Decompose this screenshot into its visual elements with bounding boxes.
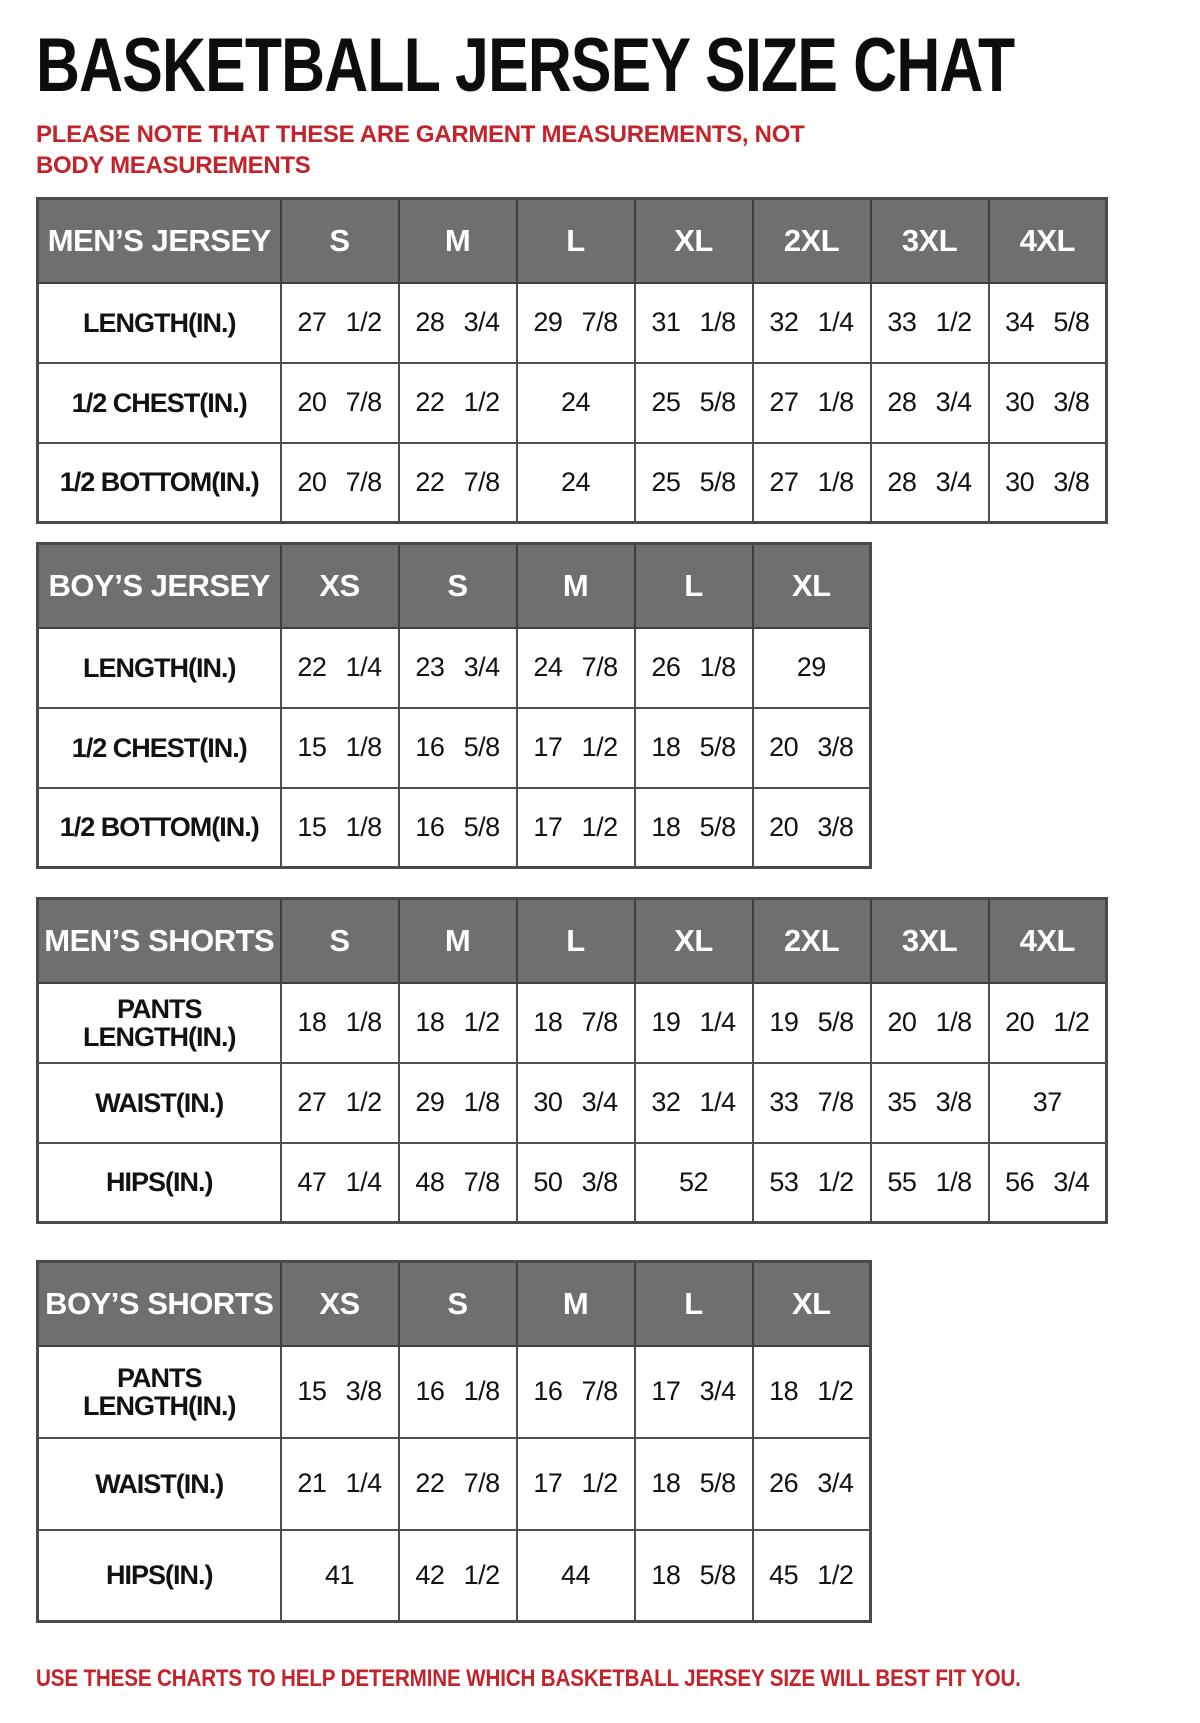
size-column-header: XL (753, 544, 871, 628)
size-column-header: XL (635, 899, 753, 983)
size-table-mens-jersey (36, 197, 1108, 524)
measurement-cell: 28 3/4 (871, 443, 989, 523)
measurement-cell: 20 7/8 (281, 443, 399, 523)
table-title-cell: BOY’S JERSEY (38, 544, 281, 628)
table-title-cell: MEN’S JERSEY (38, 199, 281, 283)
measurement-cell: 29 1/8 (399, 1063, 517, 1143)
measurement-cell: 22 1/4 (281, 628, 399, 708)
measurement-cell: 34 5/8 (989, 283, 1107, 363)
measurement-cell: 23 3/4 (399, 628, 517, 708)
measurement-cell: 28 3/4 (399, 283, 517, 363)
measurement-cell: 24 7/8 (517, 628, 635, 708)
table-row (38, 1530, 871, 1622)
measurement-cell: 16 5/8 (399, 708, 517, 788)
measurement-cell: 18 1/2 (399, 983, 517, 1063)
measurement-cell: 18 5/8 (635, 788, 753, 868)
measurement-cell: 25 5/8 (635, 363, 753, 443)
measurement-cell: 20 1/8 (871, 983, 989, 1063)
measurement-cell: 15 1/8 (281, 708, 399, 788)
header-row (38, 544, 871, 628)
measurement-cell: 24 (517, 443, 635, 523)
measurement-cell: 18 5/8 (635, 1438, 753, 1530)
table-row (38, 1438, 871, 1530)
size-table-boys-jersey (36, 542, 872, 869)
measurement-cell: 29 (753, 628, 871, 708)
measurement-cell: 47 1/4 (281, 1143, 399, 1223)
size-column-header: M (399, 899, 517, 983)
row-label: 1/2 CHEST(IN.) (38, 363, 281, 443)
size-column-header: 2XL (753, 899, 871, 983)
measurement-cell: 33 7/8 (753, 1063, 871, 1143)
measurement-cell: 27 1/8 (753, 363, 871, 443)
measurement-cell: 18 1/8 (281, 983, 399, 1063)
size-column-header: 2XL (753, 199, 871, 283)
measurement-cell: 15 3/8 (281, 1346, 399, 1438)
measurement-cell: 26 1/8 (635, 628, 753, 708)
measurement-cell: 29 7/8 (517, 283, 635, 363)
table-row (38, 628, 871, 708)
measurement-cell: 20 3/8 (753, 788, 871, 868)
measurement-cell: 18 5/8 (635, 708, 753, 788)
measurement-cell: 26 3/4 (753, 1438, 871, 1530)
measurement-cell: 17 1/2 (517, 708, 635, 788)
measurement-cell: 50 3/8 (517, 1143, 635, 1223)
table-row (38, 788, 871, 868)
measurement-cell: 33 1/2 (871, 283, 989, 363)
header-row (38, 1262, 871, 1346)
size-column-header: XL (753, 1262, 871, 1346)
measurement-cell: 30 3/4 (517, 1063, 635, 1143)
page-title: BASKETBALL JERSEY SIZE CHAT (36, 23, 1015, 108)
table-row (38, 983, 1107, 1063)
row-label: PANTS LENGTH(IN.) (38, 1346, 281, 1438)
size-tables-container (36, 197, 1200, 1623)
size-column-header: XL (635, 199, 753, 283)
table-row (38, 708, 871, 788)
header-row (38, 899, 1107, 983)
header-row (38, 199, 1107, 283)
table-title-cell: BOY’S SHORTS (38, 1262, 281, 1346)
measurement-cell: 56 3/4 (989, 1143, 1107, 1223)
table-row (38, 443, 1107, 523)
measurement-cell: 22 7/8 (399, 443, 517, 523)
table-spacer (36, 869, 1200, 897)
measurement-cell: 41 (281, 1530, 399, 1622)
measurement-cell: 53 1/2 (753, 1143, 871, 1223)
size-column-header: S (399, 544, 517, 628)
measurement-cell: 20 7/8 (281, 363, 399, 443)
table-spacer (36, 1224, 1200, 1260)
measurement-cell: 20 3/8 (753, 708, 871, 788)
measurement-cell: 16 1/8 (399, 1346, 517, 1438)
measurement-cell: 22 7/8 (399, 1438, 517, 1530)
row-label: HIPS(IN.) (38, 1530, 281, 1622)
size-table-boys-shorts (36, 1260, 872, 1623)
measurement-cell: 19 1/4 (635, 983, 753, 1063)
size-column-header: L (517, 899, 635, 983)
row-label: 1/2 BOTTOM(IN.) (38, 788, 281, 868)
measurement-cell: 19 5/8 (753, 983, 871, 1063)
size-column-header: XS (281, 1262, 399, 1346)
measurement-cell: 22 1/2 (399, 363, 517, 443)
measurement-cell: 27 1/2 (281, 283, 399, 363)
measurement-cell: 42 1/2 (399, 1530, 517, 1622)
measurement-cell: 18 5/8 (635, 1530, 753, 1622)
measurement-cell: 21 1/4 (281, 1438, 399, 1530)
row-label: 1/2 BOTTOM(IN.) (38, 443, 281, 523)
size-column-header: XS (281, 544, 399, 628)
measurement-cell: 16 5/8 (399, 788, 517, 868)
measurement-cell: 35 3/8 (871, 1063, 989, 1143)
size-column-header: S (399, 1262, 517, 1346)
table-row (38, 1143, 1107, 1223)
size-chart-page (0, 22, 1200, 1693)
measurement-cell: 17 1/2 (517, 788, 635, 868)
measurement-cell: 27 1/8 (753, 443, 871, 523)
size-column-header: L (517, 199, 635, 283)
footer-note: USE THESE CHARTS TO HELP DETERMINE WHICH BASKETBALL JERSEY SIZE WILL BEST FIT YOU. (36, 1665, 1021, 1693)
measurement-cell: 17 1/2 (517, 1438, 635, 1530)
measurement-cell: 30 3/8 (989, 363, 1107, 443)
measurement-cell: 25 5/8 (635, 443, 753, 523)
measurement-cell: 16 7/8 (517, 1346, 635, 1438)
size-column-header: M (517, 1262, 635, 1346)
measurement-cell: 32 1/4 (753, 283, 871, 363)
size-column-header: S (281, 199, 399, 283)
table-row (38, 283, 1107, 363)
measurement-cell: 18 1/2 (753, 1346, 871, 1438)
measurement-cell: 45 1/2 (753, 1530, 871, 1622)
measurement-cell: 27 1/2 (281, 1063, 399, 1143)
measurement-cell: 20 1/2 (989, 983, 1107, 1063)
measurement-cell: 31 1/8 (635, 283, 753, 363)
size-column-header: 4XL (989, 899, 1107, 983)
size-column-header: S (281, 899, 399, 983)
table-spacer (36, 524, 1200, 542)
size-column-header: 3XL (871, 199, 989, 283)
row-label: LENGTH(IN.) (38, 283, 281, 363)
measurement-cell: 30 3/8 (989, 443, 1107, 523)
row-label: WAIST(IN.) (38, 1438, 281, 1530)
measurement-cell: 55 1/8 (871, 1143, 989, 1223)
measurement-cell: 18 7/8 (517, 983, 635, 1063)
size-column-header: L (635, 1262, 753, 1346)
table-row (38, 363, 1107, 443)
row-label: LENGTH(IN.) (38, 628, 281, 708)
size-column-header: 3XL (871, 899, 989, 983)
row-label: PANTS LENGTH(IN.) (38, 983, 281, 1063)
measurement-cell: 24 (517, 363, 635, 443)
measurement-cell: 48 7/8 (399, 1143, 517, 1223)
measurement-cell: 52 (635, 1143, 753, 1223)
size-column-header: L (635, 544, 753, 628)
size-column-header: M (399, 199, 517, 283)
row-label: HIPS(IN.) (38, 1143, 281, 1223)
table-title-cell: MEN’S SHORTS (38, 899, 281, 983)
measurement-cell: 32 1/4 (635, 1063, 753, 1143)
measurement-cell: 44 (517, 1530, 635, 1622)
garment-measurements-note: PLEASE NOTE THAT THESE ARE GARMENT MEASUREMENTS, NOT BODY MEASUREMENTS (36, 121, 805, 180)
size-table-mens-shorts (36, 897, 1108, 1224)
measurement-cell: 28 3/4 (871, 363, 989, 443)
table-row (38, 1063, 1107, 1143)
measurement-cell: 37 (989, 1063, 1107, 1143)
table-row (38, 1346, 871, 1438)
measurement-cell: 15 1/8 (281, 788, 399, 868)
row-label: WAIST(IN.) (38, 1063, 281, 1143)
size-column-header: 4XL (989, 199, 1107, 283)
row-label: 1/2 CHEST(IN.) (38, 708, 281, 788)
size-column-header: M (517, 544, 635, 628)
measurement-cell: 17 3/4 (635, 1346, 753, 1438)
